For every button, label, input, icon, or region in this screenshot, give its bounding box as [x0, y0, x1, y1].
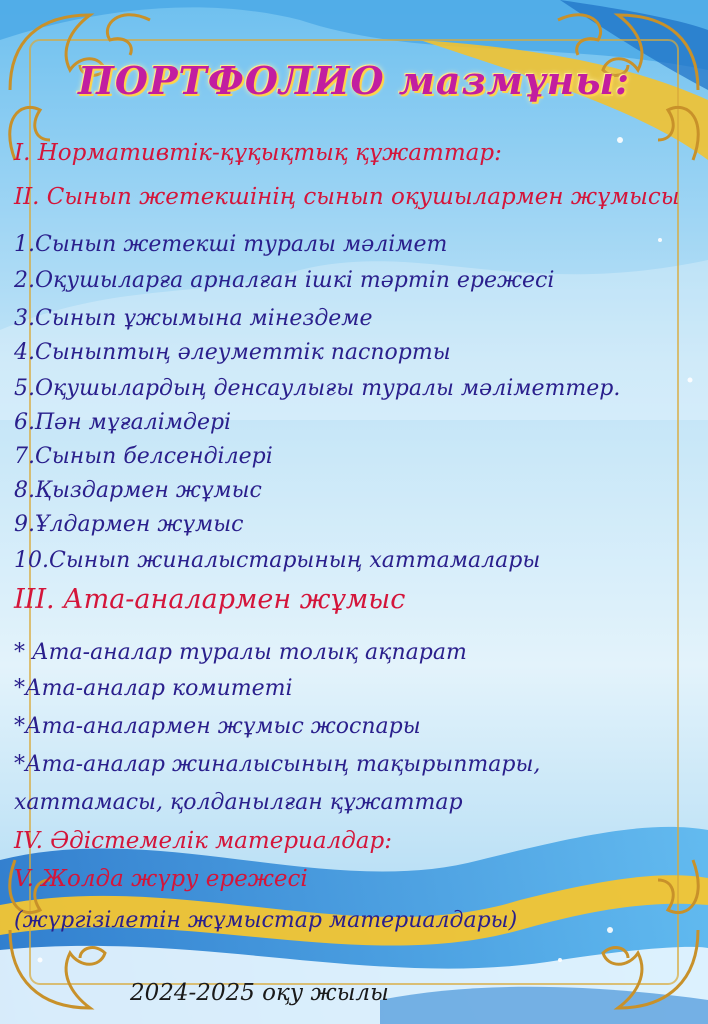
list-item: 7.Сынып белсенділері	[14, 444, 273, 469]
list-item: 4.Сыныптың әлеуметтік паспорты	[14, 340, 451, 365]
section-5-heading: V. Жолда жүру ережесі	[14, 866, 308, 892]
list-item: 10.Сынып жиналыстарының хаттамалары	[14, 548, 541, 573]
section-4-heading: IV. Әдістемелік материалдар:	[14, 828, 392, 854]
list-item: 3.Сынып ұжымына мінездеме	[14, 306, 373, 331]
list-item: 6.Пән мұғалімдері	[14, 410, 232, 435]
section-3-heading: III. Ата-аналармен жұмыс	[14, 584, 406, 615]
list-item: *Ата-аналармен жұмыс жоспары	[14, 714, 421, 739]
corner-ornament-bottom-right	[603, 860, 698, 1008]
list-item: 5.Оқушылардың денсаулығы туралы мәліметтер.	[14, 376, 621, 401]
list-item: 8.Қыздармен жұмыс	[14, 478, 262, 503]
list-item: *Ата-аналар комитеті	[14, 676, 293, 701]
list-item: 2.Оқушыларға арналған ішкі тәртіп ережесі	[14, 268, 555, 293]
section-2-heading: II. Сынып жетекшінің сынып оқушылармен жұмысы	[14, 184, 680, 210]
list-item: хаттамасы, қолданылған құжаттар	[14, 790, 463, 815]
school-year-footer: 2024-2025 оқу жылы	[130, 980, 389, 1006]
list-item: * Ата-аналар туралы толық ақпарат	[14, 640, 467, 665]
section-1-heading: I. Нормативтік-құқықтық құжаттар:	[14, 140, 502, 166]
portfolio-title: ПОРТФОЛИО мазмұны:	[77, 58, 631, 103]
materials-note: (жүргізілетін жұмыстар материалдары)	[14, 908, 518, 933]
list-item: 9.Ұлдармен жұмыс	[14, 512, 244, 537]
list-item: *Ата-аналар жиналысының тақырыптары,	[14, 752, 541, 777]
list-item: 1.Сынып жетекші туралы мәлімет	[14, 232, 448, 257]
